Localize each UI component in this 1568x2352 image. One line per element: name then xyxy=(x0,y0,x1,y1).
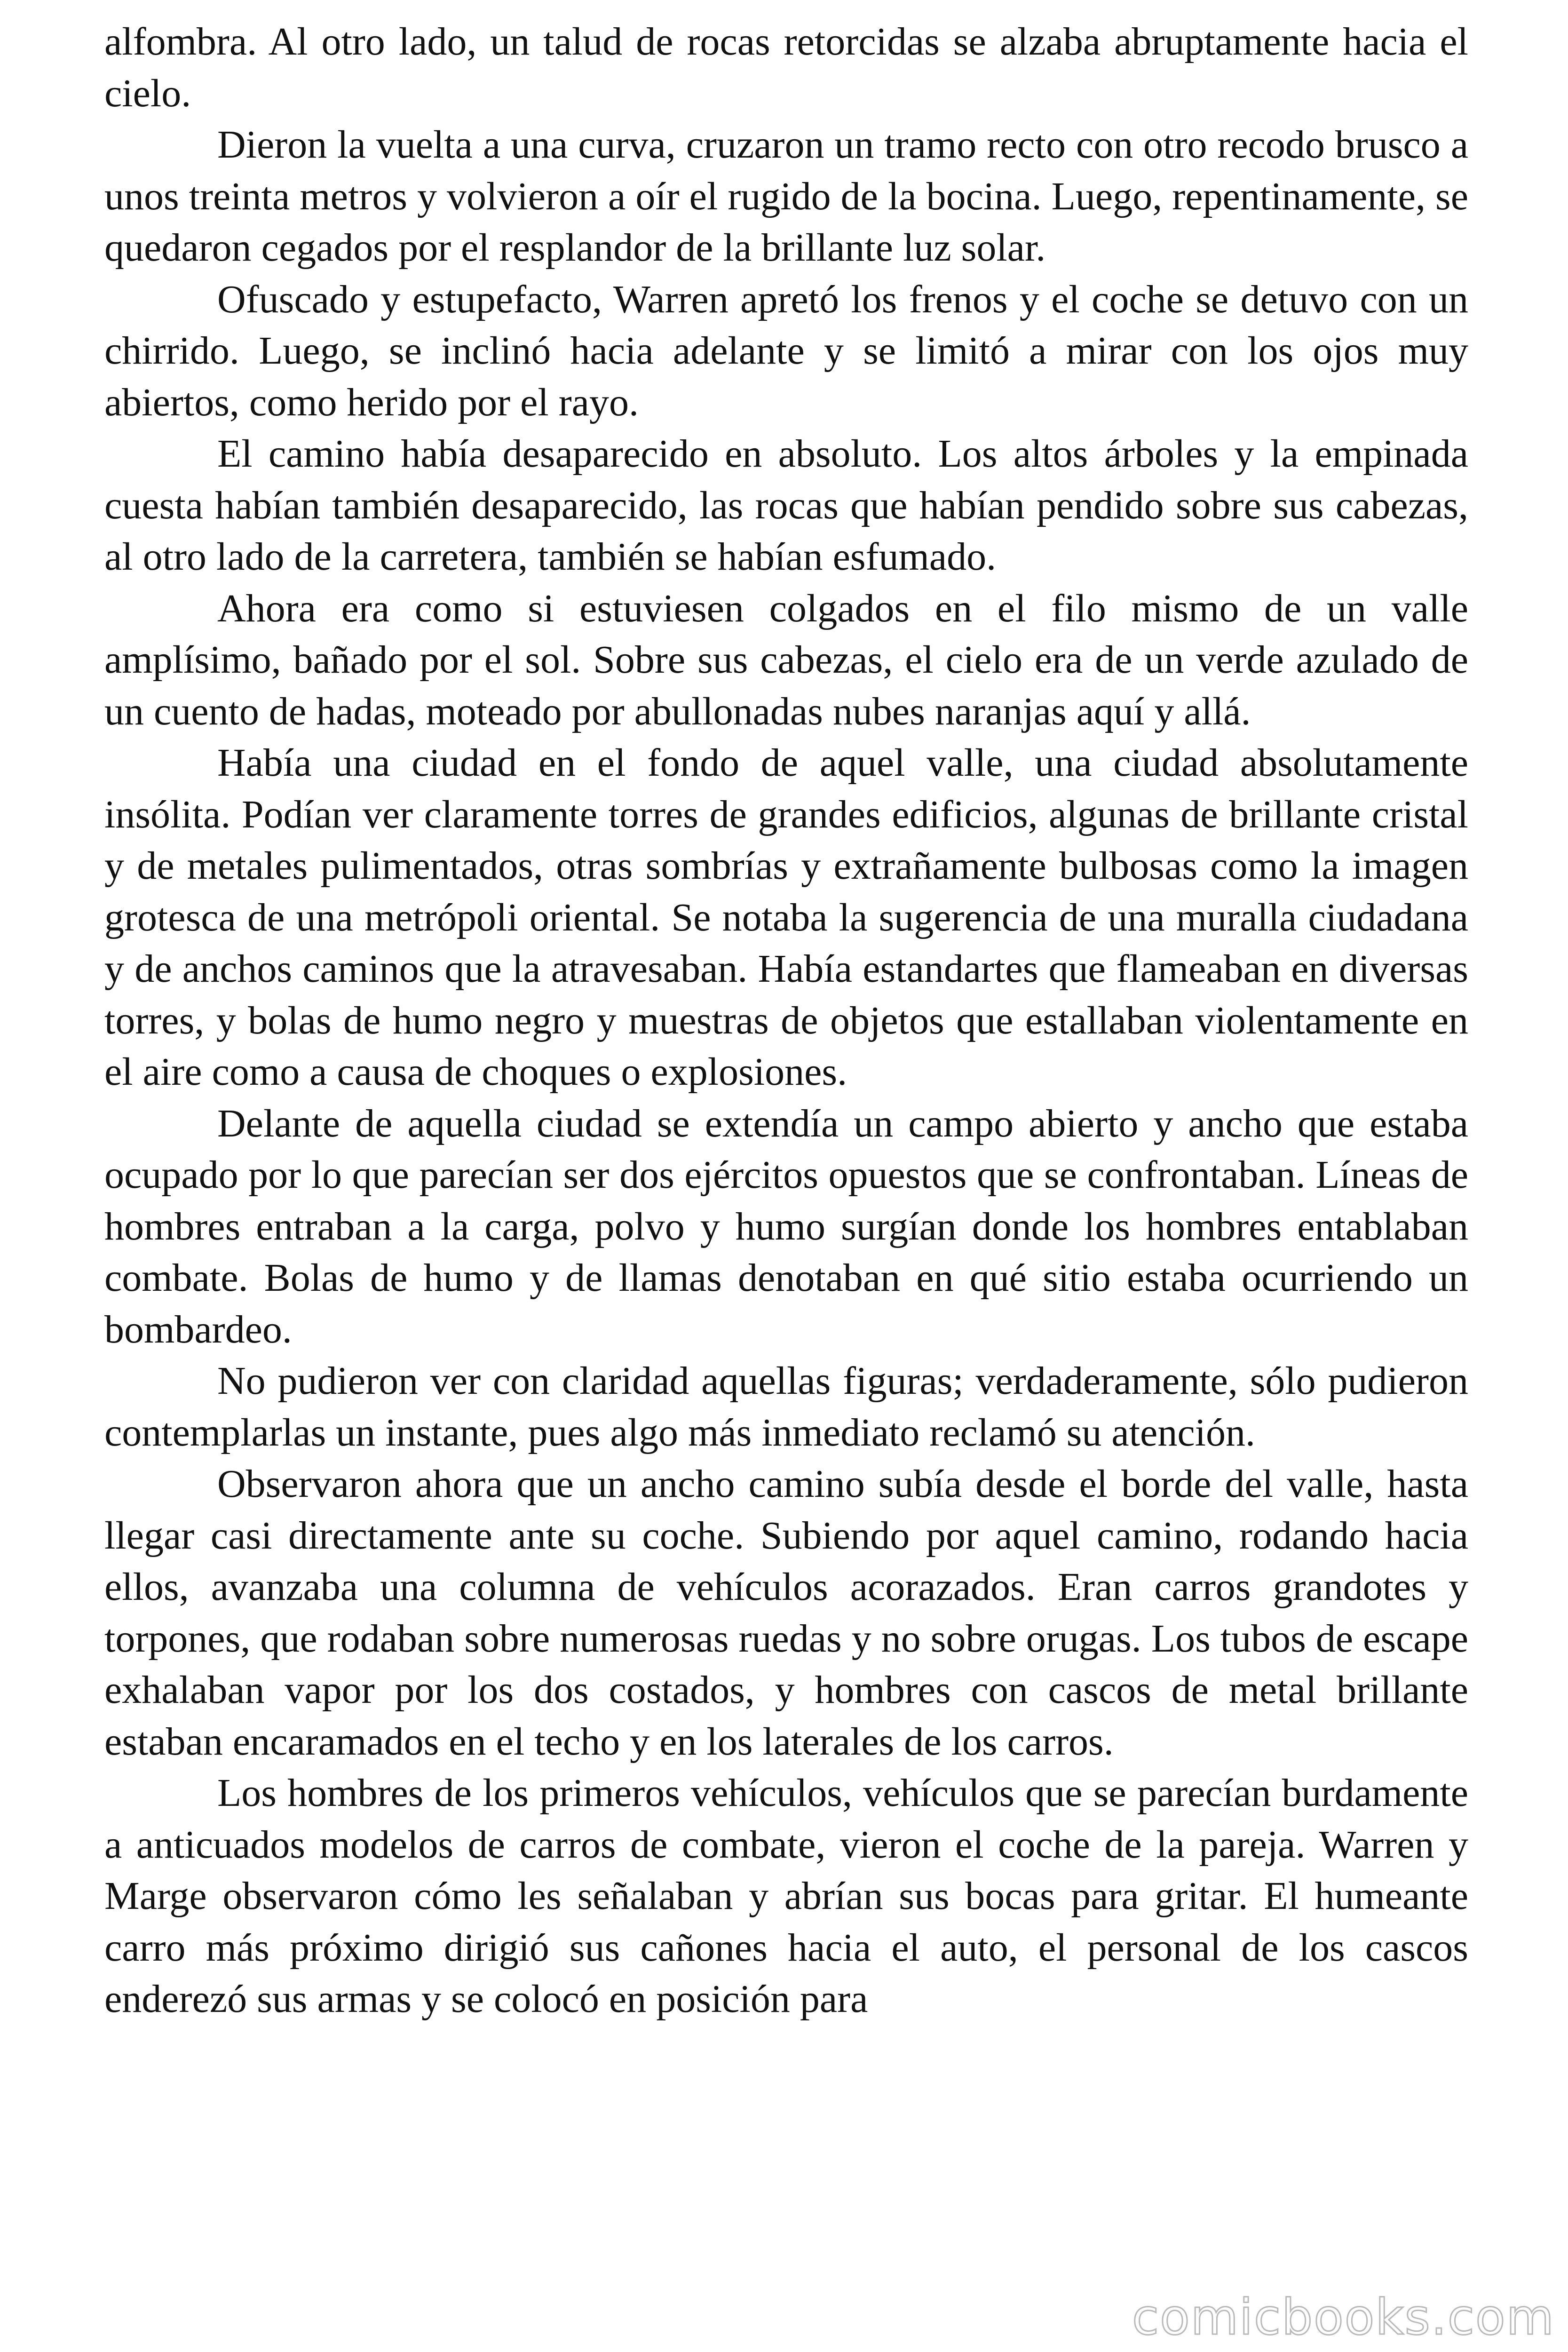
paragraph: No pudieron ver con claridad aquellas figuras; verdaderamente, sólo pudieron contemplarlas un instante, pues algo más inmediato reclamó su atención. xyxy=(104,1359,1468,1454)
paragraph: Delante de aquella ciudad se extendía un campo abierto y ancho que estaba ocupado por lo que parecían ser dos ejércitos opuestos que se confrontaban. Líneas de hombres entraban a la carga, polvo y humo surgían donde los hombres entablaban combate. Bolas de humo y de llamas denotaban en qué sitio estaba ocurriendo un bombardeo. xyxy=(104,1101,1468,1351)
page-body-text xyxy=(104,16,1468,2025)
site-watermark: comicbooks.com xyxy=(1132,2288,1555,2346)
paragraph-continuation: alfombra. Al otro lado, un talud de rocas retorcidas se alzaba abruptamente hacia el cielo. xyxy=(104,20,1468,115)
paragraph: Ofuscado y estupefacto, Warren apretó los frenos y el coche se detuvo con un chirrido. Luego, se inclinó hacia adelante y se limitó a mirar con los ojos muy abiertos, como herido por el rayo. xyxy=(104,277,1468,424)
paragraph: Los hombres de los primeros vehículos, vehículos que se parecían burdamente a anticuados modelos de carros de combate, vieron el coche de la pareja. Warren y Marge observaron cómo les señalaban y abrían sus bocas para gritar. El humeante carro más próximo dirigió sus cañones hacia el auto, el personal de los cascos enderezó sus armas y se colocó en posición para xyxy=(104,1771,1468,2021)
paragraph: Había una ciudad en el fondo de aquel valle, una ciudad absolutamente insólita. Podían ver claramente torres de grandes edificios, algunas de brillante cristal y de metales pulimentados, otras sombrías y extrañamente bulbosas como la imagen grotesca de una metrópoli oriental. Se notaba la sugerencia de una muralla ciudadana y de anchos caminos que la atravesaban. Había estandartes que flameaban en diversas torres, y bolas de humo negro y muestras de objetos que estallaban violentamente en el aire como a causa de choques o explosiones. xyxy=(104,741,1468,1094)
paragraph: Dieron la vuelta a una curva, cruzaron un tramo recto con otro recodo brusco a unos treinta metros y volvieron a oír el rugido de la bocina. Luego, repentinamente, se quedaron cegados por el resplandor de la brillante luz solar. xyxy=(104,123,1468,270)
paragraph: El camino había desaparecido en absoluto. Los altos árboles y la empinada cuesta habían también desaparecido, las rocas que habían pendido sobre sus cabezas, al otro lado de la carretera, también se habían esfumado. xyxy=(104,432,1468,579)
paragraph: Ahora era como si estuviesen colgados en el filo mismo de un valle amplísimo, bañado por el sol. Sobre sus cabezas, el cielo era de un verde azulado de un cuento de hadas, moteado por abullonadas nubes naranjas aquí y allá. xyxy=(104,586,1468,733)
paragraph: Observaron ahora que un ancho camino subía desde el borde del valle, hasta llegar casi directamente ante su coche. Subiendo por aquel camino, rodando hacia ellos, avanzaba una columna de vehículos acorazados. Eran carros grandotes y torpones, que rodaban sobre numerosas ruedas y no sobre orugas. Los tubos de escape exhalaban vapor por los dos costados, y hombres con cascos de metal brillante estaban encaramados en el techo y en los laterales de los carros. xyxy=(104,1462,1468,1764)
